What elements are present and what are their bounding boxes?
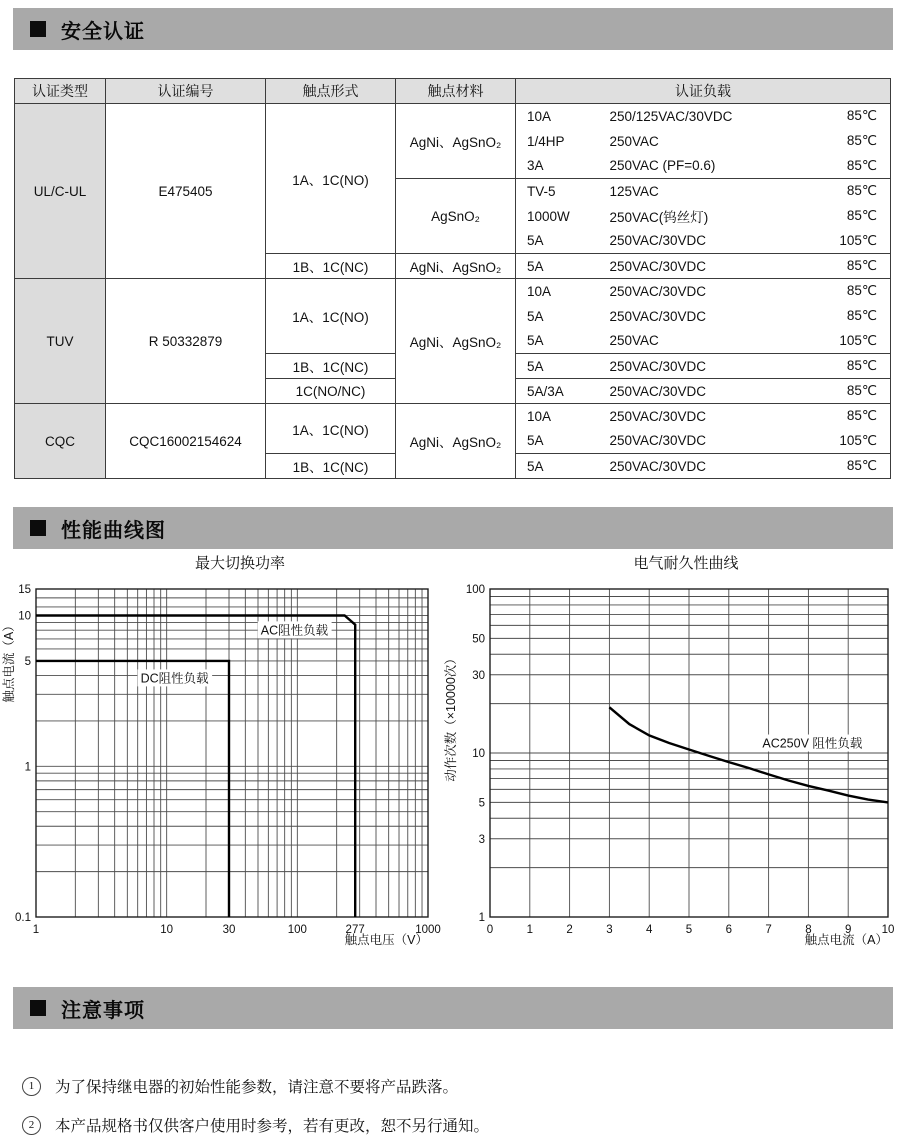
- x-tick-label: 277: [345, 924, 365, 936]
- note-number-badge: 2: [22, 1116, 41, 1135]
- y-tick-label: 3: [478, 833, 485, 846]
- contact-form-cell: 1C(NO/NC): [266, 379, 396, 404]
- x-tick-label: 10: [160, 924, 174, 936]
- section-marker-icon: [30, 1000, 46, 1016]
- load-rating-cell: 3A: [516, 154, 606, 179]
- y-tick-label: 50: [472, 633, 485, 646]
- cert-table-head: [15, 79, 891, 104]
- y-tick-label: 10: [18, 610, 31, 623]
- x-tick-label: 100: [287, 924, 307, 936]
- load-temp-cell: 85℃: [806, 454, 891, 479]
- load-rating-cell: 5A: [516, 429, 606, 454]
- cert-row: [15, 279, 891, 304]
- load-condition-cell: 250VAC(钨丝灯): [609, 210, 709, 225]
- contact-form-cell: 1A、1C(NO): [266, 404, 396, 454]
- power-chart-svg: [2, 577, 442, 949]
- load-temp-cell: 85℃: [806, 179, 891, 204]
- section-title-notes: 注意事项: [61, 999, 145, 1022]
- load-temp-cell: 85℃: [806, 279, 891, 304]
- x-tick-label: 7: [765, 924, 772, 936]
- cert-header-row: [15, 79, 891, 104]
- x-tick-label: 10: [881, 924, 895, 936]
- load-condition-cell: 250VAC/30VDC: [606, 254, 806, 279]
- curve-label: AC250V 阻性负载: [762, 736, 863, 751]
- x-tick-label: 8: [805, 924, 812, 936]
- cert-number-cell: CQC16002154624: [106, 404, 266, 479]
- load-rating-cell: 5A: [516, 354, 606, 379]
- contact-material-cell: AgNi、AgSnO₂: [396, 404, 516, 479]
- cert-table: [14, 78, 891, 479]
- x-tick-label: 1000: [415, 924, 441, 936]
- cert-header-cell: 认证编号: [106, 79, 266, 104]
- load-rating-cell: 5A: [516, 229, 606, 254]
- load-temp-cell: 85℃: [806, 254, 891, 279]
- load-temp-cell: 85℃: [806, 404, 891, 429]
- load-condition-cell: 250VAC/30VDC: [609, 308, 707, 324]
- y-tick-label: 5: [24, 655, 31, 668]
- load-condition-cell: 250VAC: [609, 333, 659, 349]
- contact-form-cell: 1B、1C(NC): [266, 454, 396, 479]
- contact-form-cell: 1A、1C(NO): [266, 279, 396, 354]
- load-temp-cell: 105℃: [839, 432, 878, 448]
- section-title-curves: 性能曲线图: [61, 519, 166, 542]
- section-marker-icon: [30, 21, 46, 37]
- cert-row: [15, 104, 891, 129]
- y-tick-label: 5: [478, 797, 485, 810]
- chart-title-endurance: 电气耐久性曲线: [633, 555, 739, 572]
- x-tick-label: 4: [645, 924, 653, 936]
- load-condition-cell: 250VAC/30VDC: [609, 433, 707, 449]
- charts-row: [0, 553, 900, 949]
- chart-curve: [36, 661, 229, 917]
- note-item: [22, 1075, 900, 1097]
- y-tick-label: 0.1: [15, 912, 31, 924]
- cert-header-cell: 认证负载: [516, 79, 891, 104]
- load-condition-cell: 250VAC/30VDC: [606, 404, 806, 429]
- chart-title-power: 最大切换功率: [194, 555, 285, 572]
- note-text: 本产品规格书仅供客户使用时参考，若有更改，恕不另行通知。: [55, 1118, 490, 1135]
- contact-material-cell: AgSnO₂: [396, 179, 516, 254]
- load-condition-cell: 250/125VAC/30VDC: [606, 104, 806, 129]
- load-condition-cell: 125VAC: [606, 179, 806, 204]
- load-rating-cell: 10A: [516, 104, 606, 129]
- load-temp-cell: 85℃: [846, 308, 878, 323]
- x-axis-label: 触点电流（A）: [804, 933, 888, 947]
- load-rating-cell: 10A: [516, 279, 606, 304]
- y-tick-label: 1: [478, 912, 485, 924]
- x-tick-label: 9: [844, 924, 852, 936]
- note-number-badge: 1: [22, 1077, 41, 1096]
- notes-list: [22, 1075, 900, 1136]
- x-axis-label: 触点电压（V）: [344, 933, 428, 947]
- section-title-safety: 安全认证: [61, 20, 145, 43]
- load-condition-cell: 250VAC/30VDC: [606, 379, 806, 404]
- contact-material-cell: AgNi、AgSnO₂: [396, 104, 516, 179]
- plot-frame: [36, 589, 428, 917]
- y-axis-label: 触点电流（A）: [2, 619, 16, 703]
- contact-material-cell: AgNi、AgSnO₂: [396, 279, 516, 404]
- load-temp-cell: 85℃: [846, 157, 878, 173]
- section-marker-icon: [30, 520, 46, 536]
- load-rating-cell: 5A/3A: [516, 379, 606, 404]
- section-banner-notes: [13, 987, 893, 1029]
- cert-table-body: [15, 104, 891, 479]
- x-tick-label: 1: [526, 924, 534, 936]
- load-condition-cell: 250VAC/30VDC: [606, 354, 806, 379]
- load-condition-cell: 250VAC/30VDC: [606, 279, 806, 304]
- endurance-chart-svg: [442, 577, 900, 949]
- load-rating-cell: 5A: [516, 329, 606, 354]
- electrical-endurance-chart: [442, 553, 900, 949]
- load-temp-cell: 85℃: [846, 208, 878, 223]
- contact-form-cell: 1B、1C(NC): [266, 254, 396, 279]
- chart-curve: [609, 707, 888, 802]
- cert-table-wrap: [14, 78, 900, 479]
- cert-header-cell: 触点材料: [396, 79, 516, 104]
- y-tick-label: 100: [465, 584, 485, 596]
- y-axis-label: 动作次数（×10000次）: [444, 652, 458, 782]
- load-temp-cell: 105℃: [839, 332, 878, 348]
- load-rating-cell: 10A: [516, 404, 606, 429]
- x-tick-label: 2: [566, 924, 573, 936]
- load-temp-cell: 85℃: [846, 133, 878, 148]
- load-rating-cell: 5A: [516, 454, 606, 479]
- cert-type-cell: TUV: [15, 279, 106, 404]
- x-tick-label: 30: [222, 924, 236, 936]
- load-condition-cell: 250VAC (PF=0.6): [609, 158, 716, 174]
- load-temp-cell: 85℃: [806, 354, 891, 379]
- load-temp-cell: 85℃: [806, 104, 891, 129]
- cert-header-cell: 触点形式: [266, 79, 396, 104]
- x-tick-label: 3: [606, 924, 613, 936]
- load-rating-cell: 1/4HP: [516, 129, 606, 154]
- load-condition-cell: 250VAC/30VDC: [606, 454, 806, 479]
- cert-number-cell: E475405: [106, 104, 266, 279]
- curve-label: AC阻性负载: [260, 623, 329, 638]
- contact-form-cell: 1A、1C(NO): [266, 104, 396, 254]
- y-tick-label: 15: [18, 584, 31, 596]
- load-temp-cell: 85℃: [806, 379, 891, 404]
- cert-type-cell: UL/C-UL: [15, 104, 106, 279]
- section-banner-curves: [13, 507, 893, 549]
- x-tick-label: 5: [685, 924, 693, 936]
- load-temp-cell: 105℃: [839, 232, 878, 248]
- max-switching-power-chart: [2, 553, 442, 949]
- cert-type-cell: CQC: [15, 404, 106, 479]
- load-rating-cell: 1000W: [516, 204, 606, 229]
- contact-form-cell: 1B、1C(NC): [266, 354, 396, 379]
- x-tick-label: 1: [32, 924, 40, 936]
- load-condition-cell: 250VAC: [609, 133, 659, 149]
- load-rating-cell: TV-5: [516, 179, 606, 204]
- curve-label: DC阻性负载: [140, 671, 209, 686]
- section-banner-safety: [13, 8, 893, 50]
- y-tick-label: 1: [24, 761, 31, 774]
- cert-row: [15, 404, 891, 429]
- load-condition-cell: 250VAC/30VDC: [609, 233, 707, 249]
- load-rating-cell: 5A: [516, 304, 606, 329]
- y-tick-label: 30: [472, 669, 485, 682]
- x-tick-label: 6: [725, 924, 733, 936]
- y-tick-label: 10: [472, 748, 485, 760]
- x-tick-label: 0: [486, 924, 494, 936]
- cert-header-cell: 认证类型: [15, 79, 106, 104]
- note-text: 为了保持继电器的初始性能参数，请注意不要将产品跌落。: [55, 1079, 459, 1096]
- load-rating-cell: 5A: [516, 254, 606, 279]
- cert-number-cell: R 50332879: [106, 279, 266, 404]
- note-item: [22, 1114, 900, 1136]
- contact-material-cell: AgNi、AgSnO₂: [396, 254, 516, 279]
